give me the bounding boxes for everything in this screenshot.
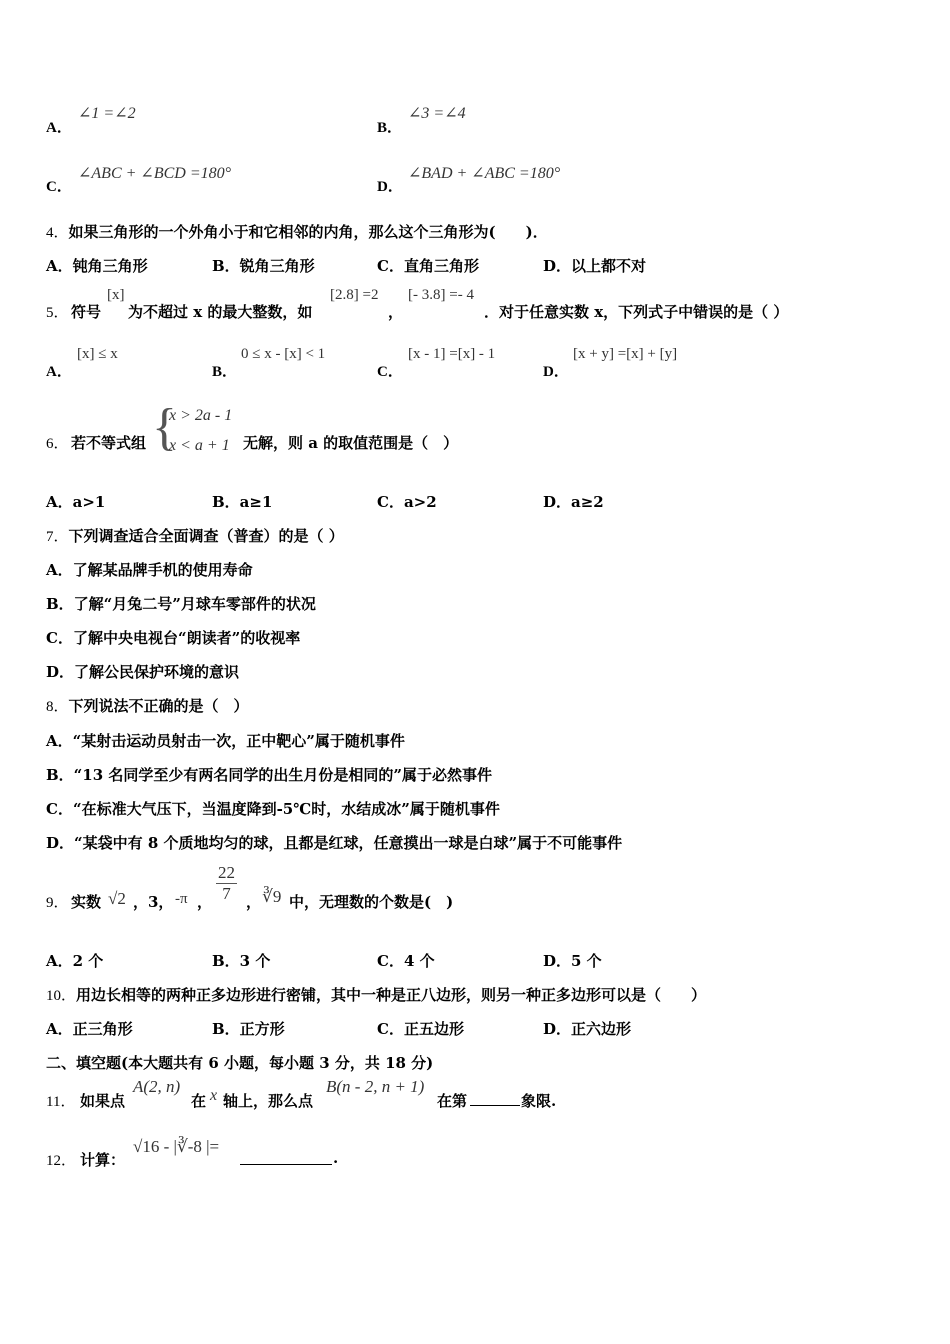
q8-option-c: C．“在标准大气压下，当温度降到-5℃时，水结成冰”属于随机事件 bbox=[46, 800, 500, 818]
q10-option-c: C．正五边形 bbox=[377, 1020, 464, 1038]
question-stem: 象限. bbox=[521, 1092, 557, 1110]
question-8 bbox=[46, 695, 249, 716]
question-10 bbox=[46, 984, 706, 1005]
sqrt-2: √2 bbox=[108, 889, 126, 908]
q7-option-a: A．了解某品牌手机的使用寿命 bbox=[46, 561, 253, 579]
q3-option-d-math: ∠BAD + ∠ABC =180° bbox=[408, 165, 561, 182]
question-stem: 若不等式组 bbox=[71, 434, 147, 452]
q8-option-a: A．“某射击运动员射击一次，正中靶心”属于随机事件 bbox=[46, 732, 405, 750]
section-title: 二、填空题(本大题共有 6 小题，每小题 3 分，共 18 分) bbox=[46, 1054, 434, 1072]
question-stem: 无解，则 a 的取值范围是（ ） bbox=[243, 434, 459, 452]
separator: ，3， bbox=[133, 893, 174, 911]
cube-root-9: ∛9 bbox=[262, 887, 282, 906]
q10-option-b: B．正方形 bbox=[212, 1020, 285, 1038]
inequality-line-1: x > 2a - 1 bbox=[169, 407, 233, 424]
question-7 bbox=[46, 525, 344, 546]
q3-option-d-label: D． bbox=[377, 179, 403, 195]
q4-option-a: A．钝角三角形 bbox=[46, 257, 148, 275]
q5-option-a-math: [x] ≤ x bbox=[77, 346, 118, 362]
q5-option-d-label: D． bbox=[543, 364, 569, 380]
q10-option-d: D．正六边形 bbox=[543, 1020, 632, 1038]
comma: ， bbox=[388, 303, 404, 321]
question-number: 8． bbox=[46, 699, 69, 715]
example-floor-2: [- 3.8] =- 4 bbox=[408, 287, 474, 303]
q10-option-a: A．正三角形 bbox=[46, 1020, 133, 1038]
calculation-expression: √16 - |∛-8 |= bbox=[133, 1137, 220, 1156]
q4-option-d: D．以上都不对 bbox=[543, 257, 647, 275]
question-4 bbox=[46, 221, 548, 242]
q5-option-d-math: [x + y] =[x] + [y] bbox=[573, 346, 678, 362]
question-stem: 下列调查适合全面调查（普查）的是（ ） bbox=[68, 527, 344, 545]
floor-symbol: [x] bbox=[107, 287, 125, 303]
question-stem: 为不超过 x 的最大整数，如 bbox=[128, 303, 313, 321]
point-b: B(n - 2, n + 1) bbox=[326, 1077, 425, 1096]
question-number: 12． bbox=[46, 1153, 77, 1169]
q3-option-a-label: A． bbox=[46, 120, 72, 136]
q7-option-c: C．了解中央电视台“朗读者”的收视率 bbox=[46, 629, 301, 647]
q9-option-a: A．2 个 bbox=[46, 952, 104, 970]
q5-option-a-label: A． bbox=[46, 364, 72, 380]
separator: ， bbox=[246, 893, 262, 911]
question-number: 9． bbox=[46, 895, 69, 911]
question-stem: 计算： bbox=[80, 1151, 126, 1169]
question-number: 6． bbox=[46, 436, 69, 452]
x-variable: x bbox=[210, 1087, 218, 1104]
q3-option-a-math: ∠1 =∠2 bbox=[78, 105, 136, 122]
q8-option-d: D．“某袋中有 8 个质地均匀的球，且都是红球，任意摸出一球是白球”属于不可能事件 bbox=[46, 834, 623, 852]
question-stem: 用边长相等的两种正多边形进行密铺，其中一种是正八边形，则另一种正多边形可以是（ ） bbox=[76, 986, 707, 1004]
q4-option-b: B．锐角三角形 bbox=[212, 257, 315, 275]
q5-option-b-label: B． bbox=[212, 364, 238, 380]
question-stem: 轴上，那么点 bbox=[223, 1092, 314, 1110]
q4-option-c: C．直角三角形 bbox=[377, 257, 479, 275]
q5-option-c-label: C． bbox=[377, 364, 403, 380]
fraction-22-over-7 bbox=[216, 863, 237, 904]
q3-option-c-math: ∠ABC + ∠BCD =180° bbox=[78, 165, 232, 182]
q6-option-d: D．a≥2 bbox=[543, 493, 604, 511]
question-number: 11． bbox=[46, 1094, 76, 1110]
q3-option-b-math: ∠3 =∠4 bbox=[408, 105, 466, 122]
example-floor-1: [2.8] =2 bbox=[330, 287, 379, 303]
q3-option-b-label: B． bbox=[377, 120, 403, 136]
q9-option-c: C．4 个 bbox=[377, 952, 435, 970]
question-stem: 如果点 bbox=[80, 1092, 126, 1110]
fraction-numerator: 22 bbox=[218, 863, 235, 882]
question-number: 5． bbox=[46, 305, 69, 321]
q6-option-c: C．a>2 bbox=[377, 493, 437, 511]
question-stem: 在 bbox=[191, 1092, 207, 1110]
system-brace: { bbox=[152, 399, 177, 456]
q9-option-b: B．3 个 bbox=[212, 952, 271, 970]
answer-blank[interactable] bbox=[470, 1105, 520, 1106]
q3-option-c-label: C． bbox=[46, 179, 72, 195]
question-number: 10． bbox=[46, 988, 77, 1004]
question-stem: 如果三角形的一个外角小于和它相邻的内角，那么这个三角形为( )． bbox=[68, 223, 548, 241]
q5-option-b-math: 0 ≤ x - [x] < 1 bbox=[241, 346, 326, 362]
question-stem: 符号 bbox=[71, 303, 102, 321]
answer-blank[interactable] bbox=[240, 1164, 332, 1165]
fraction-denominator: 7 bbox=[222, 884, 231, 903]
q7-option-d: D．了解公民保护环境的意识 bbox=[46, 663, 240, 681]
question-stem: 实数 bbox=[71, 893, 102, 911]
q9-option-d: D．5 个 bbox=[543, 952, 602, 970]
point-a: A(2, n) bbox=[133, 1077, 181, 1096]
question-stem: 下列说法不正确的是（ ） bbox=[68, 697, 249, 715]
question-number: 7． bbox=[46, 529, 69, 545]
negative-pi: -π bbox=[175, 891, 188, 907]
question-stem: ．对于任意实数 x，下列式子中错误的是（ ） bbox=[484, 303, 789, 321]
question-stem: 在第 bbox=[437, 1092, 468, 1110]
q6-option-a: A．a>1 bbox=[46, 493, 106, 511]
separator: ， bbox=[197, 893, 213, 911]
inequality-line-2: x < a + 1 bbox=[169, 437, 230, 454]
period: . bbox=[333, 1149, 339, 1167]
q5-option-c-math: [x - 1] =[x] - 1 bbox=[408, 346, 496, 362]
q7-option-b: B．了解“月兔二号”月球车零部件的状况 bbox=[46, 595, 316, 613]
q6-option-b: B．a≥1 bbox=[212, 493, 273, 511]
q8-option-b: B．“13 名同学至少有两名同学的出生月份是相同的”属于必然事件 bbox=[46, 766, 493, 784]
question-stem: 中，无理数的个数是( ) bbox=[289, 893, 454, 911]
question-number: 4． bbox=[46, 225, 69, 241]
